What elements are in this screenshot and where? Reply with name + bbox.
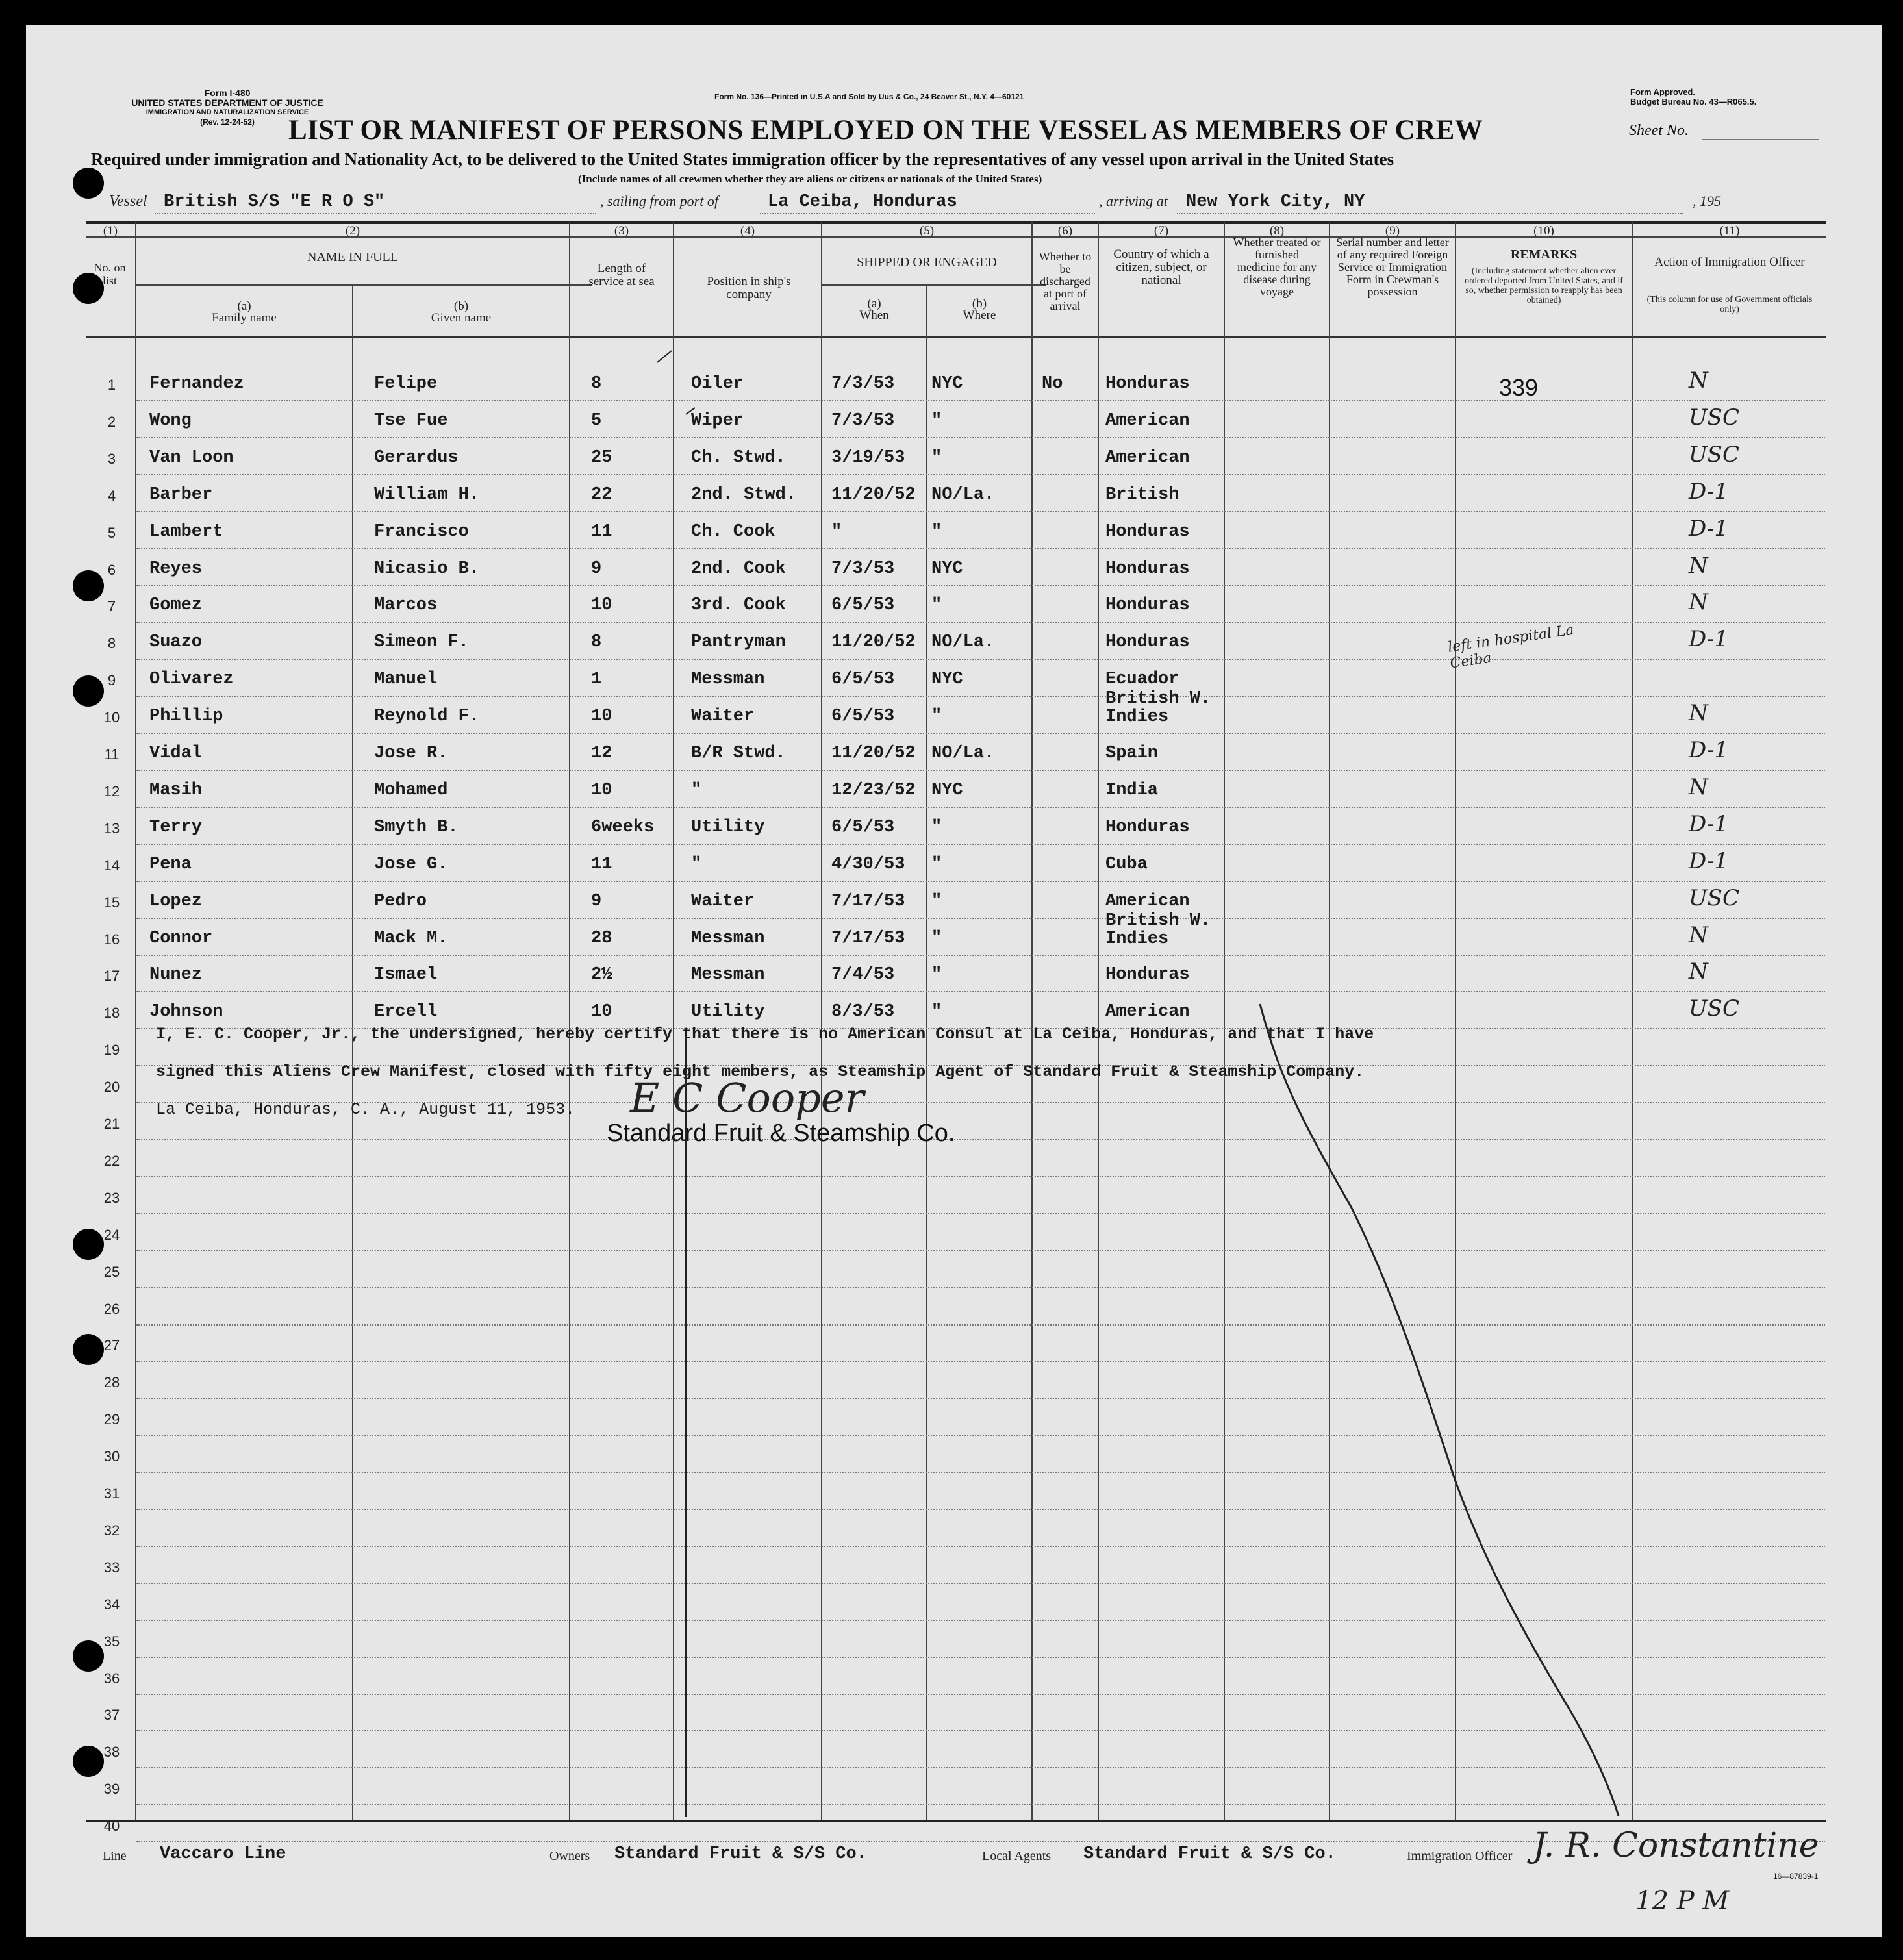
position-cell: 2nd. Stwd. [691, 484, 797, 505]
officer-action-cell: D-1 [1689, 478, 1729, 505]
shipped-when-cell: 7/4/53 [831, 965, 895, 985]
shipped-where-cell: NYC [931, 670, 963, 690]
officer-action-cell: N [1689, 922, 1708, 948]
shipped-where-cell: " [931, 891, 942, 911]
manifest-sheet [26, 25, 1882, 1937]
given-name-cell: Reynold F. [374, 707, 480, 727]
shipped-where-cell: NYC [931, 374, 963, 394]
row-number: 18 [103, 1005, 120, 1022]
service-length-cell: 25 [591, 447, 612, 468]
shipped-where-cell: " [931, 596, 942, 616]
row-number: 40 [103, 1818, 120, 1835]
country-cell: Cuba [1105, 854, 1148, 874]
officer-signature: J. R. Constantine [1533, 1826, 1819, 1865]
shipped-when-cell: 6/5/53 [831, 596, 895, 616]
given-name-cell: Marcos [374, 596, 438, 616]
row-number: 29 [103, 1411, 120, 1428]
officer-action-cell: D-1 [1689, 737, 1729, 763]
family-name-cell: Fernandez [149, 374, 244, 394]
position-cell: Ch. Cook [691, 521, 775, 542]
country-cell: Honduras [1105, 633, 1190, 653]
shipped-where-cell: " [931, 854, 942, 874]
country-cell: British W. Indies [1105, 689, 1211, 727]
owners-label: Owners [549, 1849, 590, 1863]
family-name-cell: Reyes [149, 559, 203, 579]
given-name-cell: Gerardus [374, 447, 459, 468]
row-number: 23 [103, 1189, 120, 1206]
row-number: 19 [103, 1042, 120, 1059]
col4-header: Position in ship's company [707, 275, 791, 301]
service-length-cell: 8 [591, 633, 602, 653]
officer-label: Immigration Officer [1407, 1849, 1513, 1863]
given-name-cell: Pedro [374, 891, 427, 911]
agents-label: Local Agents [982, 1849, 1052, 1863]
col7-number: (7) [1153, 224, 1169, 238]
officer-action-cell: D-1 [1689, 515, 1729, 542]
col5-number: (5) [919, 224, 935, 238]
col8-header: Whether treated or furnished medicine for any disease during voyage [1233, 236, 1321, 298]
row-number: 22 [103, 1152, 120, 1169]
row-number: 11 [104, 746, 120, 762]
form-code: 16—87839-1 [1773, 1872, 1819, 1881]
service-length-cell: 10 [591, 596, 612, 616]
officer-action-cell: USC [1689, 996, 1739, 1022]
position-cell: Pantryman [691, 633, 786, 653]
position-cell: Utility [691, 1002, 765, 1022]
service-length-cell: 9 [591, 559, 602, 579]
department-name: UNITED STATES DEPARTMENT OF JUSTICE [131, 97, 323, 108]
row-number: 28 [103, 1374, 120, 1391]
row-number: 2 [107, 413, 116, 430]
country-cell: Honduras [1105, 965, 1190, 985]
col2-number: (2) [345, 224, 360, 238]
col5b-header: Where [963, 308, 996, 322]
col5a-header: When [859, 308, 889, 322]
row-number: 20 [103, 1079, 120, 1096]
given-name-cell: Manuel [374, 670, 438, 690]
sailing-label: , sailing from port of [600, 193, 718, 209]
row-number: 34 [103, 1596, 120, 1613]
country-cell: Honduras [1105, 596, 1190, 616]
line-label: Line [103, 1849, 127, 1863]
shipped-where-cell: " [931, 707, 942, 727]
col10-header: REMARKS [1510, 247, 1578, 262]
officer-action-cell: USC [1689, 404, 1739, 431]
family-name-cell: Johnson [149, 1002, 223, 1022]
given-name-cell: Simeon F. [374, 633, 469, 653]
service-length-cell: 11 [591, 521, 612, 542]
shipped-where-cell: NYC [931, 780, 963, 800]
vessel-name: British S/S "E R O S" [164, 192, 385, 212]
officer-action-cell: N [1689, 368, 1708, 394]
shipped-where-cell: " [931, 1002, 942, 1022]
officer-action-cell: N [1689, 773, 1708, 800]
company-stamp: Standard Fruit & Steamship Co. [607, 1120, 955, 1147]
arriving-port: New York City, NY [1186, 192, 1365, 212]
shipped-where-cell: NO/La. [931, 744, 995, 763]
country-cell: Honduras [1105, 817, 1190, 837]
col10-note: (Including statement whether alien ever ordered deported from United States, and if so, whether permission to reapply has been obtained) [1465, 266, 1623, 305]
form-number: Form I-480 [204, 88, 251, 98]
country-cell: Spain [1105, 744, 1159, 763]
position-cell: Wiper [691, 410, 744, 431]
sailing-port: La Ceiba, Honduras [768, 192, 957, 212]
service-length-cell: 8 [591, 374, 602, 394]
col11-note: (This column for use of Government officials only) [1646, 295, 1813, 314]
shipped-when-cell: 7/3/53 [831, 374, 895, 394]
row-number: 17 [103, 968, 120, 985]
family-name-cell: Lambert [149, 521, 223, 542]
service-length-cell: 6weeks [591, 817, 655, 837]
certification-line-1: I, E. C. Cooper, Jr., the undersigned, hereby certify that there is no American Consul at La Ceiba, Honduras, and that I have [156, 1025, 1374, 1044]
shipped-where-cell: NO/La. [931, 484, 995, 505]
row-number: 27 [103, 1337, 120, 1354]
col5b-number: (b) [972, 297, 987, 310]
family-name-cell: Gomez [149, 596, 203, 616]
position-cell: Waiter [691, 891, 755, 911]
sheet-label: Sheet No. [1629, 122, 1689, 139]
row-number: 39 [103, 1781, 120, 1798]
col1-header: No. on list [94, 261, 126, 287]
year-label: , 195 [1693, 193, 1721, 209]
given-name-cell: Mohamed [374, 780, 448, 800]
row-number: 3 [107, 450, 116, 467]
row-number: 26 [103, 1300, 120, 1317]
service-length-cell: 10 [591, 780, 612, 800]
row-number: 1 [107, 377, 116, 393]
service-length-cell: 11 [591, 854, 612, 874]
col2b-number: (b) [453, 299, 469, 313]
row-number: 8 [107, 635, 116, 652]
officer-action-cell: D-1 [1689, 810, 1729, 837]
shipped-where-cell: NO/La. [931, 633, 995, 653]
shipped-when-cell: 7/17/53 [831, 928, 905, 948]
row-number: 38 [103, 1744, 120, 1761]
shipped-when-cell: 7/17/53 [831, 891, 905, 911]
shipped-when-cell: 7/3/53 [831, 410, 895, 431]
approval-note: Form Approved. [1630, 87, 1695, 97]
officer-action-cell: USC [1689, 885, 1739, 911]
col9-number: (9) [1385, 224, 1400, 238]
shipped-when-cell: 7/3/53 [831, 559, 895, 579]
family-name-cell: Masih [149, 780, 203, 800]
family-name-cell: Suazo [149, 633, 203, 653]
col3-number: (3) [614, 224, 629, 238]
agent-signature: E C Cooper [630, 1074, 864, 1122]
officer-time-note: 12 P M [1635, 1886, 1730, 1916]
service-length-cell: 2½ [591, 965, 612, 985]
service-length-cell: 12 [591, 744, 612, 763]
row-number: 21 [103, 1116, 120, 1132]
col6-number: (6) [1057, 224, 1073, 238]
position-cell: Utility [691, 817, 765, 837]
given-name-cell: Francisco [374, 521, 469, 542]
officer-action-cell: N [1689, 700, 1708, 727]
given-name-cell: Ercell [374, 1002, 438, 1022]
service-length-cell: 22 [591, 484, 612, 505]
country-cell: British [1105, 484, 1179, 505]
col6-header: Whether to be discharged at port of arrival [1039, 250, 1092, 312]
officer-action-cell: D-1 [1689, 626, 1729, 653]
service-length-cell: 10 [591, 1002, 612, 1022]
col8-number: (8) [1269, 224, 1285, 238]
row-number: 4 [107, 487, 116, 504]
row-number: 5 [107, 524, 116, 541]
position-cell: 2nd. Cook [691, 559, 786, 579]
shipped-when-cell: 3/19/53 [831, 447, 905, 468]
certification-line-2: signed this Aliens Crew Manifest, closed with fifty eight members, as Steamship Agent of Standard Fruit & Steamship Company. [156, 1062, 1365, 1081]
budget-note: Budget Bureau No. 43—R065.5. [1630, 97, 1757, 107]
col7-header: Country of which a citizen, subject, or national [1113, 247, 1209, 287]
given-name-cell: Smyth B. [374, 817, 459, 837]
shipped-when-cell: 6/5/53 [831, 707, 895, 727]
country-cell: American [1105, 891, 1190, 911]
col5-header: SHIPPED OR ENGAGED [857, 255, 997, 270]
include-note: (Include names of all crewmen whether they are aliens or citizens or nationals of the United States) [578, 173, 1042, 185]
officer-action-cell: N [1689, 959, 1708, 985]
row-number: 7 [107, 598, 116, 615]
shipped-when-cell: 8/3/53 [831, 1002, 895, 1022]
position-cell: Messman [691, 965, 765, 985]
col9-header: Serial number and letter of any required Foreign Service or Immigration Form in Crewman's possession [1336, 236, 1449, 298]
remarks-handwritten-note: left in hospital La Ceiba [1446, 622, 1576, 672]
shipped-when-cell: 11/20/52 [831, 633, 916, 653]
remarks-number: 339 [1499, 374, 1539, 401]
shipped-when-cell: 11/20/52 [831, 484, 916, 505]
form-subtitle: Required under immigration and Nationality Act, to be delivered to the United States immigration officer by the representatives of any vessel upon arrival in the United States [91, 149, 1394, 169]
certification-line-3: La Ceiba, Honduras, C. A., August 11, 1953. [156, 1100, 575, 1119]
service-length-cell: 1 [591, 670, 602, 690]
col4-number: (4) [740, 224, 755, 238]
form-revision: (Rev. 12-24-52) [200, 118, 255, 127]
service-length-cell: 5 [591, 410, 602, 431]
family-name-cell: Phillip [149, 707, 223, 727]
position-cell: " [691, 780, 702, 800]
arriving-label: , arriving at [1099, 193, 1168, 209]
position-cell: B/R Stwd. [691, 744, 786, 763]
shipped-where-cell: " [931, 521, 942, 542]
col2b-header: Given name [431, 311, 492, 325]
row-number: 6 [107, 561, 116, 578]
col5a-number: (a) [867, 297, 881, 310]
position-cell: Messman [691, 928, 765, 948]
shipped-where-cell: " [931, 965, 942, 985]
col11-header: Action of Immigration Officer [1654, 255, 1805, 269]
given-name-cell: Ismael [374, 965, 438, 985]
service-length-cell: 9 [591, 891, 602, 911]
printer-note: Form No. 136—Printed in U.S.A and Sold by Uus & Co., 24 Beaver St., N.Y. 4—60121 [714, 92, 1024, 101]
service-name: IMMIGRATION AND NATURALIZATION SERVICE [145, 108, 309, 116]
shipped-when-cell: 4/30/53 [831, 854, 905, 874]
service-length-cell: 28 [591, 928, 612, 948]
country-cell: Honduras [1105, 521, 1190, 542]
officer-action-cell: N [1689, 589, 1708, 616]
position-cell: Messman [691, 670, 765, 690]
officer-action-cell: D-1 [1689, 848, 1729, 874]
row-number: 10 [103, 709, 120, 726]
country-cell: Honduras [1105, 559, 1190, 579]
family-name-cell: Olivarez [149, 670, 234, 690]
country-cell: India [1105, 780, 1159, 800]
given-name-cell: Felipe [374, 374, 438, 394]
family-name-cell: Nunez [149, 965, 203, 985]
row-number: 37 [103, 1707, 120, 1724]
country-cell: American [1105, 447, 1190, 468]
shipped-where-cell: NYC [931, 559, 963, 579]
country-cell: Honduras [1105, 374, 1190, 394]
country-cell: Ecuador [1105, 670, 1179, 690]
officer-action-cell: N [1689, 552, 1708, 579]
row-number: 24 [103, 1226, 120, 1243]
line-value: Vaccaro Line [160, 1844, 286, 1864]
row-number: 9 [107, 672, 116, 689]
col3-header: Length of service at sea [588, 262, 655, 288]
shipped-where-cell: " [931, 817, 942, 837]
col2a-header: Family name [212, 311, 277, 325]
row-number: 25 [103, 1263, 120, 1280]
given-name-cell: Jose R. [374, 744, 448, 763]
service-length-cell: 10 [591, 707, 612, 727]
given-name-cell: William H. [374, 484, 480, 505]
country-cell: American [1105, 1002, 1190, 1022]
given-name-cell: Jose G. [374, 854, 448, 874]
col1-number: (1) [103, 224, 118, 238]
col10-number: (10) [1533, 224, 1554, 238]
shipped-where-cell: " [931, 447, 942, 468]
officer-action-cell: USC [1689, 441, 1739, 468]
position-cell: Waiter [691, 707, 755, 727]
country-cell: British W. Indies [1105, 911, 1211, 949]
form-title: LIST OR MANIFEST OF PERSONS EMPLOYED ON THE VESSEL AS MEMBERS OF CREW [288, 115, 1483, 145]
given-name-cell: Mack M. [374, 928, 448, 948]
col2a-number: (a) [237, 299, 251, 313]
position-cell: Oiler [691, 374, 744, 394]
agents-value: Standard Fruit & S/S Co. [1083, 1844, 1336, 1864]
country-cell: American [1105, 410, 1190, 431]
position-cell: Ch. Stwd. [691, 447, 786, 468]
family-name-cell: Wong [149, 410, 192, 431]
row-number: 32 [103, 1522, 120, 1539]
given-name-cell: Nicasio B. [374, 559, 480, 579]
col2-header: NAME IN FULL [307, 250, 398, 264]
family-name-cell: Connor [149, 928, 213, 948]
family-name-cell: Van Loon [149, 447, 234, 468]
shipped-when-cell: 6/5/53 [831, 817, 895, 837]
row-number: 31 [103, 1485, 120, 1501]
row-number: 12 [103, 783, 120, 799]
handwritten-strike-line [26, 25, 1882, 1937]
row-number: 33 [103, 1559, 120, 1576]
shipped-when-cell: 6/5/53 [831, 670, 895, 690]
row-number: 15 [103, 894, 120, 911]
row-number: 35 [103, 1633, 120, 1650]
family-name-cell: Terry [149, 817, 203, 837]
shipped-where-cell: " [931, 410, 942, 431]
shipped-when-cell: 12/23/52 [831, 780, 916, 800]
given-name-cell: Tse Fue [374, 410, 448, 431]
family-name-cell: Pena [149, 854, 192, 874]
row-number: 36 [103, 1670, 120, 1687]
col11-number: (11) [1719, 224, 1740, 238]
row-number: 16 [103, 931, 120, 948]
position-cell: 3rd. Cook [691, 596, 786, 616]
position-cell: " [691, 854, 702, 874]
shipped-where-cell: " [931, 928, 942, 948]
discharge-cell: No [1042, 374, 1063, 394]
vessel-label: Vessel [109, 193, 147, 210]
owners-value: Standard Fruit & S/S Co. [614, 1844, 867, 1864]
row-number: 30 [103, 1448, 120, 1465]
family-name-cell: Lopez [149, 891, 203, 911]
shipped-when-cell: 11/20/52 [831, 744, 916, 763]
shipped-when-cell: " [831, 521, 842, 542]
row-number: 13 [103, 820, 120, 836]
row-number: 14 [103, 857, 120, 873]
family-name-cell: Barber [149, 484, 213, 505]
family-name-cell: Vidal [149, 744, 203, 763]
